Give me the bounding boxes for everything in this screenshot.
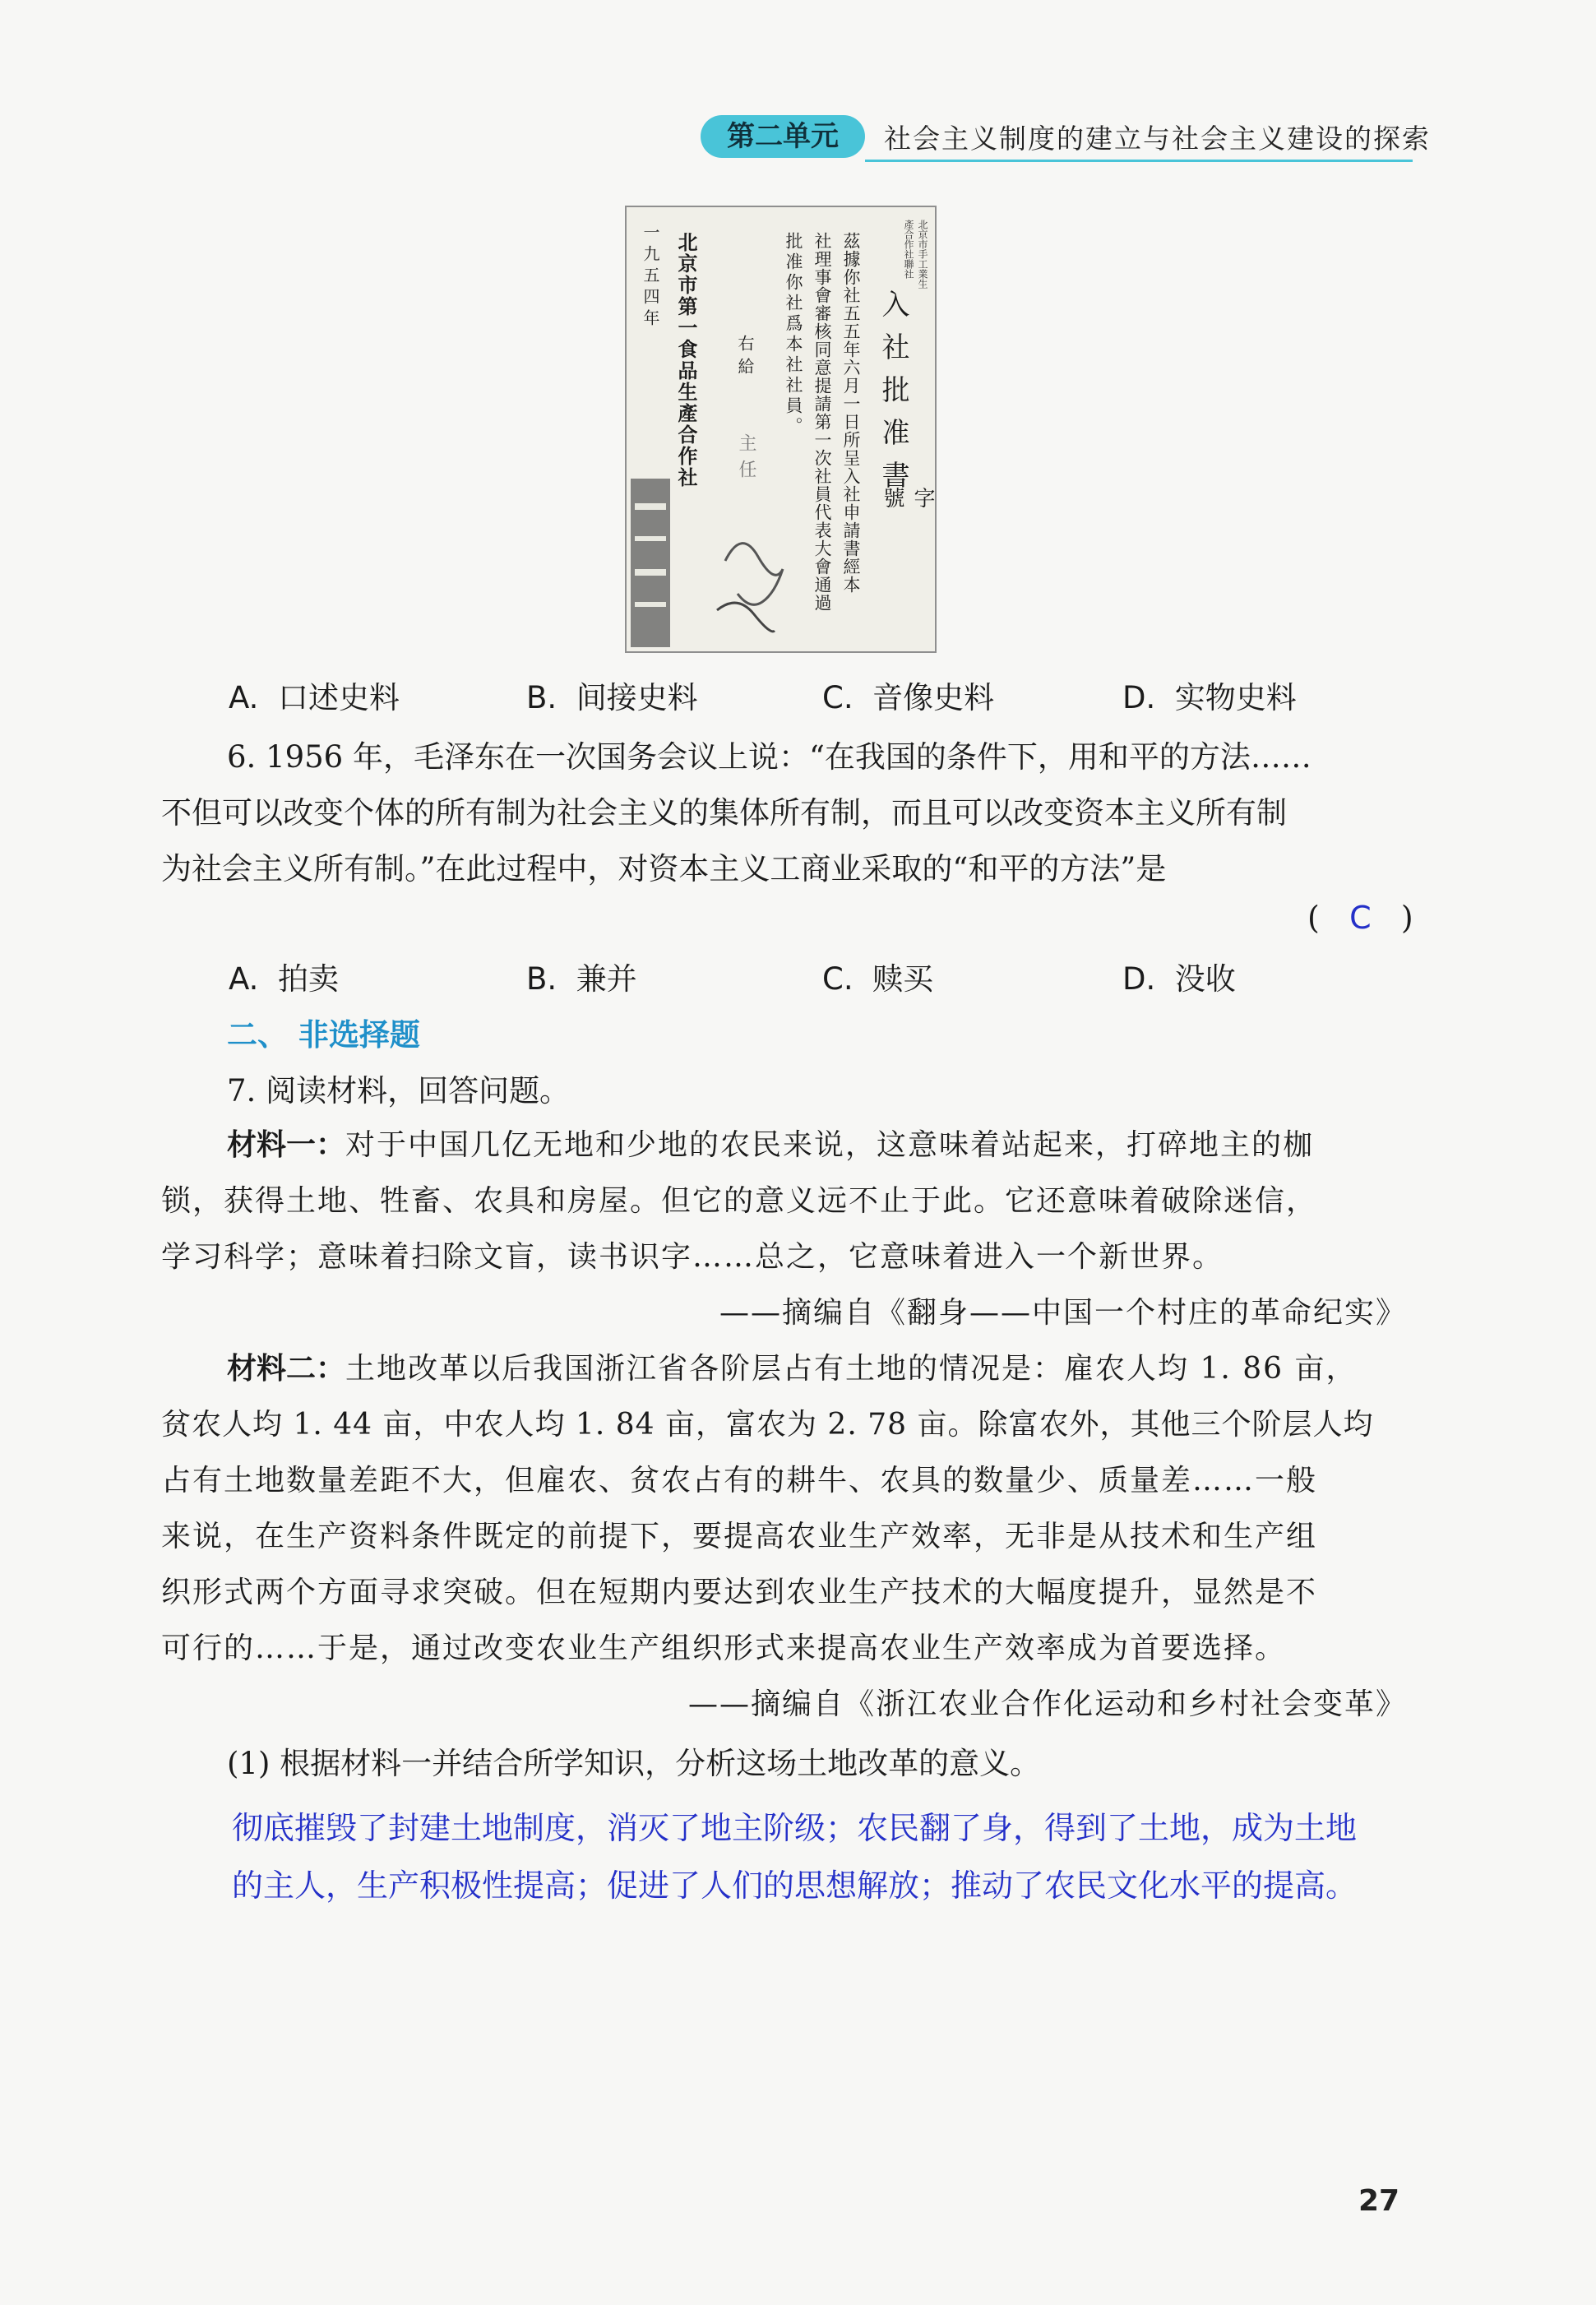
document-signer: 主任 xyxy=(736,433,756,486)
material-1-source: ——摘编自《翻身——中国一个村庄的革命纪实》 xyxy=(719,1296,1407,1330)
material-2-line-1: 材料二：土地改革以后我国浙江省各阶层占有土地的情况是：雇农人均 1. 86 亩， xyxy=(227,1352,1358,1386)
q6-stem-line-2: 不但可以改变个体的所有制为社会主义的集体所有制，而且可以改变资本主义所有制 xyxy=(161,795,1287,831)
q5-option-a: A. 口述史料 xyxy=(229,680,400,715)
material-2-source: ——摘编自《浙江农业合作化运动和乡村社会变革》 xyxy=(687,1687,1407,1721)
document-column-3: 批准你社爲本社社員。 xyxy=(784,232,803,437)
unit-badge: 第二单元 xyxy=(701,115,865,158)
material-1-line-3: 学习科学；意味着扫除文盲，读书识字……总之，它意味着进入一个新世界。 xyxy=(161,1240,1224,1274)
q7-sub-question-1: (1) 根据材料一并结合所学知识，分析这场土地改革的意义。 xyxy=(227,1746,1041,1781)
q7-stem: 7. 阅读材料，回答问题。 xyxy=(227,1073,571,1109)
q5-option-b: B. 间接史料 xyxy=(526,680,698,715)
q6-answer-bracket: ( C ) xyxy=(1307,900,1413,936)
material-1-line-1: 材料一：对于中国几亿无地和少地的农民来说，这意味着站起来，打碎地主的枷 xyxy=(227,1128,1315,1162)
q6-answer: C xyxy=(1349,900,1372,936)
q5-option-d: D. 实物史料 xyxy=(1122,680,1297,715)
document-number-label: 字 號 xyxy=(880,487,935,558)
document-column-2: 社理事會審核同意提請第一次社員代表大會通過 xyxy=(812,232,832,612)
q6-option-d: D. 没收 xyxy=(1122,961,1236,997)
q7-answer-1-line-1: 彻底摧毁了封建土地制度，消灭了地主阶级；农民翻了身，得到了土地，成为土地 xyxy=(232,1810,1358,1846)
material-2-line-4: 来说，在生产资料条件既定的前提下，要提高农业生产效率，无非是从技术和生产组 xyxy=(161,1520,1318,1553)
q6-stem-line-1: 6. 1956 年，毛泽东在一次国务会议上说：“在我国的条件下，用和平的方法…… xyxy=(227,739,1311,775)
page-number: 27 xyxy=(1358,2184,1400,2218)
membership-approval-document-photo xyxy=(625,206,937,653)
document-small-header: 北京市手工業生產合作社聯社 xyxy=(903,220,928,289)
q6-option-a: A. 拍卖 xyxy=(229,961,339,997)
header-divider xyxy=(865,160,1413,162)
q5-option-c: C. 音像史料 xyxy=(822,680,995,715)
material-2-line-6: 可行的……于是，通过改变农业生产组织形式来提高农业生产效率成为首要选择。 xyxy=(161,1632,1287,1665)
q7-answer-1-line-2: 的主人，生产积极性提高；促进了人们的思想解放；推动了农民文化水平的提高。 xyxy=(232,1868,1358,1904)
document-date: 一九五四年 xyxy=(641,224,660,331)
section-title-non-choice: 二、 非选择题 xyxy=(227,1017,420,1053)
q6-stem-line-3: 为社会主义所有制。”在此过程中，对资本主义工商业采取的“和平的方法”是 xyxy=(161,851,1167,886)
q6-option-c: C. 赎买 xyxy=(822,961,934,997)
document-column-4: 右給 xyxy=(735,335,755,381)
document-issuer: 北京市第一食品生產合作社 xyxy=(674,232,698,488)
material-2-line-2: 贫农人均 1. 44 亩，中农人均 1. 84 亩，富农为 2. 78 亩。除富农外，其他三个阶层人均 xyxy=(161,1408,1374,1442)
material-2-line-3: 占有土地数量差距不大，但雇农、贫农占有的耕牛、农具的数量少、质量差……一般 xyxy=(161,1464,1318,1497)
material-2-line-5: 织形式两个方面寻求突破。但在短期内要达到农业生产技术的大幅度提升，显然是不 xyxy=(161,1576,1318,1609)
unit-title: 社会主义制度的建立与社会主义建设的探索 xyxy=(884,123,1431,155)
document-heading: 入社批准書 xyxy=(877,289,909,503)
document-column-1: 茲據你社五五年六月一日所呈入社申請書經本 xyxy=(841,232,861,594)
material-1-line-2: 锁，获得土地、牲畜、农具和房屋。但它的意义远不止于此。它还意味着破除迷信， xyxy=(161,1184,1318,1218)
q6-option-b: B. 兼并 xyxy=(526,961,637,997)
